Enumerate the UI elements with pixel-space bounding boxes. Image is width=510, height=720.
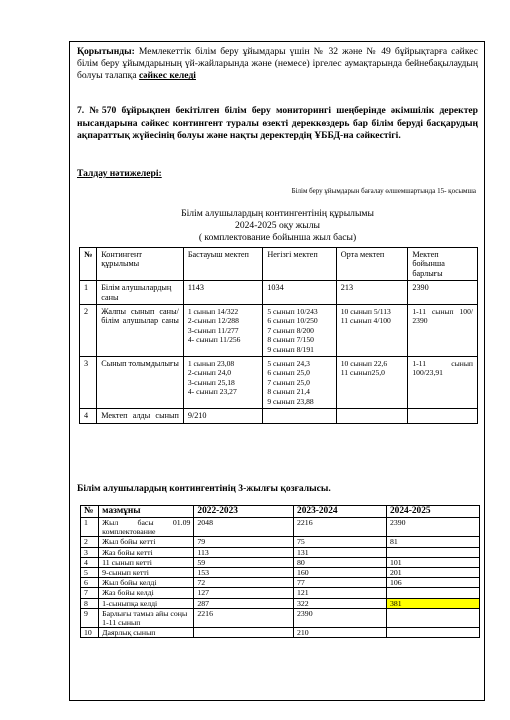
table1-subtitle: ( комплектование бойынша жыл басы) xyxy=(198,232,357,243)
value-2022-2023: 127 xyxy=(194,588,294,598)
header-cell: 2023-2024 xyxy=(294,506,387,518)
row-number: 4 xyxy=(81,557,99,567)
basic-cell xyxy=(263,409,336,423)
row-label: Жаз бойы кетті xyxy=(99,547,194,557)
row-number: 4 xyxy=(80,409,97,423)
row-label: 9-сынып кетті xyxy=(99,568,194,578)
value-2023-2024: 322 xyxy=(294,598,387,608)
row-label: Жыл бойы кетті xyxy=(99,537,194,547)
table-row xyxy=(80,305,478,357)
row-number: 6 xyxy=(81,578,99,588)
row-label: Барлығы тамыз айы соңы 1-11 сынып xyxy=(99,608,194,627)
header-cell: № xyxy=(80,248,97,281)
primary-cell: 1143 xyxy=(183,281,262,305)
row-label: Жыл басы 01.09 комплектование xyxy=(99,518,194,537)
table-row xyxy=(80,281,478,305)
total-cell: 2390 xyxy=(408,281,478,305)
row-number: 10 xyxy=(81,628,99,638)
table-row xyxy=(80,409,478,423)
section7-title: 7. №570 бұйрықпен бекітілген білім беру мониторингі шеңберінде әкімшілік деректер нысандарына сәйкес контингент туралы өзекті дереккөздерь бар білім беруді басқарудың ақпараттық жүйесінің болуы және нақты деректердің ҰББД-на сәйкестігі. xyxy=(77,105,478,142)
table-row xyxy=(81,598,480,608)
value-2022-2023: 287 xyxy=(194,598,294,608)
header-cell: № xyxy=(81,506,99,518)
value-2024-2025 xyxy=(386,628,479,638)
value-2024-2025: 101 xyxy=(386,557,479,567)
total-cell xyxy=(408,409,478,423)
contingent-movement-table xyxy=(80,505,480,638)
table-row xyxy=(81,547,480,557)
header-cell: Орта мектеп xyxy=(336,248,408,281)
conclusion-paragraph xyxy=(77,46,478,83)
row-label: Жыл бойы келді xyxy=(99,578,194,588)
conclusion-text: Мемлекеттік білім беру ұйымдары үшін № 32 және № 49 бұйрықтарға сәйкес білім беру ұйымдарының үй-жайларында және (немесе) іргелес аумақтарында бейнебақылаудың болуы талапқа xyxy=(77,46,478,82)
table-row xyxy=(81,557,480,567)
total-cell: 1-11 сынып 100/23,91 xyxy=(408,357,478,409)
value-2022-2023: 59 xyxy=(194,557,294,567)
row-number: 1 xyxy=(80,281,97,305)
value-2024-2025: 106 xyxy=(386,578,479,588)
row-number: 8 xyxy=(81,598,99,608)
secondary-cell xyxy=(336,409,408,423)
value-2024-2025: 2390 xyxy=(386,518,479,537)
row-number: 2 xyxy=(80,305,97,357)
value-2024-2025 xyxy=(386,608,479,627)
table-row xyxy=(81,578,480,588)
row-label: Жаз бойы келді xyxy=(99,588,194,598)
value-2023-2024: 131 xyxy=(294,547,387,557)
row-number: 7 xyxy=(81,588,99,598)
value-2023-2024: 80 xyxy=(294,557,387,567)
value-2024-2025: 381 xyxy=(386,598,479,608)
primary-cell: 1 сынып 23,08 2-сынып 24,0 3-сынып 25,18 4- сынып 23,27 xyxy=(183,357,262,409)
row-label: Мектеп алды сынып xyxy=(97,409,184,423)
basic-cell: 5 сынып 24,3 6 сынып 25,0 7 сынып 25,0 8 сынып 21,4 9 сынып 23,88 xyxy=(263,357,336,409)
primary-cell: 1 сынып 14/322 2-сынып 12/288 3-сынып 11/277 4- сынып 11/256 xyxy=(183,305,262,357)
results-label: Талдау нәтижелері: xyxy=(77,168,162,179)
basic-cell: 1034 xyxy=(263,281,336,305)
secondary-cell: 10 сынып 22,6 11 сынып25,0 xyxy=(336,357,408,409)
table-row xyxy=(80,357,478,409)
row-number: 3 xyxy=(81,547,99,557)
secondary-cell: 213 xyxy=(336,281,408,305)
value-2023-2024: 2390 xyxy=(294,608,387,627)
table-row xyxy=(81,518,480,537)
table-header-row xyxy=(80,248,478,281)
value-2023-2024: 160 xyxy=(294,568,387,578)
table2-body xyxy=(81,518,480,638)
header-cell: мазмұны xyxy=(99,506,194,518)
appendix-note: Білім беру ұйымдарын бағалау өлшемшартында 15- қосымша xyxy=(291,187,476,195)
primary-cell: 9/210 xyxy=(183,409,262,423)
contingent-structure-table xyxy=(79,247,478,424)
table1-year: 2024-2025 оқу жылы xyxy=(235,220,320,231)
row-number: 2 xyxy=(81,537,99,547)
table2-title: Білім алушылардың контингентінің 3-жылғы қозғалысы. xyxy=(77,483,331,494)
value-2024-2025: 201 xyxy=(386,568,479,578)
table-row xyxy=(81,537,480,547)
table-header-row xyxy=(81,506,480,518)
header-cell: 2022-2023 xyxy=(194,506,294,518)
table-row xyxy=(81,568,480,578)
value-2022-2023: 153 xyxy=(194,568,294,578)
total-cell: 1-11 сынып 100/ 2390 xyxy=(408,305,478,357)
value-2023-2024: 75 xyxy=(294,537,387,547)
conclusion-verdict: сәйкес келеді xyxy=(139,70,196,82)
value-2023-2024: 121 xyxy=(294,588,387,598)
header-cell: Мектеп бойынша барлығы xyxy=(408,248,478,281)
row-number: 9 xyxy=(81,608,99,627)
row-number: 1 xyxy=(81,518,99,537)
row-label: 1-сыныпқа келді xyxy=(99,598,194,608)
header-cell: Бастауыш мектеп xyxy=(183,248,262,281)
table-row xyxy=(81,608,480,627)
row-label: Жалпы сынып саны/ білім алушылар саны xyxy=(97,305,184,357)
conclusion-label: Қорытынды: xyxy=(77,46,135,57)
table1-title: Білім алушылардың контингентінің құрылымы xyxy=(181,208,374,219)
value-2024-2025 xyxy=(386,588,479,598)
row-label: Сынып толымдылығы xyxy=(97,357,184,409)
value-2022-2023: 2216 xyxy=(194,608,294,627)
table-row xyxy=(81,588,480,598)
row-label: Даярлық сынып xyxy=(99,628,194,638)
header-cell: 2024-2025 xyxy=(386,506,479,518)
value-2023-2024: 2216 xyxy=(294,518,387,537)
value-2022-2023: 2048 xyxy=(194,518,294,537)
row-label: 11 сынып кетті xyxy=(99,557,194,567)
value-2023-2024: 210 xyxy=(294,628,387,638)
value-2022-2023: 79 xyxy=(194,537,294,547)
row-number: 3 xyxy=(80,357,97,409)
value-2022-2023 xyxy=(194,628,294,638)
value-2024-2025 xyxy=(386,547,479,557)
header-cell: Контингент құрылымы xyxy=(97,248,184,281)
value-2023-2024: 77 xyxy=(294,578,387,588)
value-2022-2023: 72 xyxy=(194,578,294,588)
row-label: Білім алушылардың саны xyxy=(97,281,184,305)
value-2024-2025: 81 xyxy=(386,537,479,547)
table-row xyxy=(81,628,480,638)
header-cell: Негізгі мектеп xyxy=(263,248,336,281)
basic-cell: 5 сынып 10/243 6 сынып 10/250 7 сынып 8/200 8 сынып 7/150 9 сынып 8/191 xyxy=(263,305,336,357)
secondary-cell: 10 сынып 5/113 11 сынып 4/100 xyxy=(336,305,408,357)
row-number: 5 xyxy=(81,568,99,578)
value-2022-2023: 113 xyxy=(194,547,294,557)
